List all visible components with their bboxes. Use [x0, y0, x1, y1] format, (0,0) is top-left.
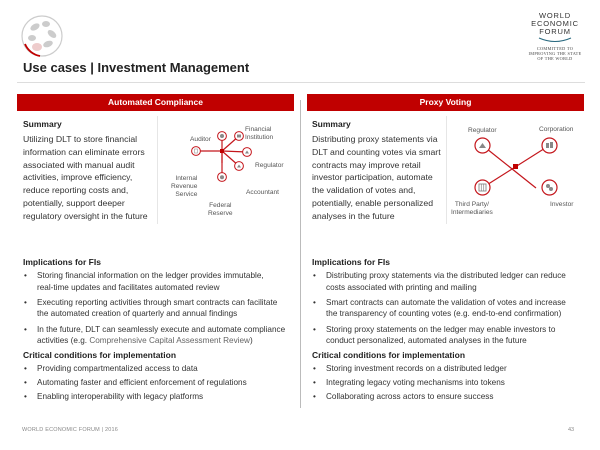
label-line: Financial: [245, 126, 272, 133]
right-summary: [312, 119, 447, 223]
summary-line: information can eliminate errors: [23, 146, 145, 157]
condition-item: • Integrating legacy voting mechanisms into tokens: [312, 377, 592, 389]
implication-item: [312, 297, 592, 320]
condition-item: • Providing compartmentalized access to data: [23, 363, 298, 375]
condition-item: • Enabling interoperability with legacy platforms: [23, 391, 298, 403]
node-label-regulator: Regulator: [255, 162, 284, 169]
left-implications: [23, 257, 298, 405]
world-economic-forum-logo: [515, 12, 595, 61]
condition-item: • Storing investment records on a distributed ledger: [312, 363, 592, 375]
summary-text: [23, 133, 158, 223]
item-text: ): [249, 336, 253, 346]
hub-node-icon: [513, 164, 518, 169]
label-line: Revenue: [171, 183, 198, 190]
institution-icon: [474, 179, 491, 196]
item-line: costs associated with printing and mailing: [326, 282, 477, 292]
implication-item: [23, 297, 298, 320]
summary-line: Utilizing DLT to store financial: [23, 134, 138, 144]
summary-heading: Summary: [312, 119, 351, 129]
brand-line: WORLD: [539, 11, 571, 20]
swoosh-icon: [535, 37, 575, 43]
section-header-proxy-voting: Proxy Voting: [307, 94, 584, 111]
summary-line: the validation of votes and,: [312, 185, 416, 196]
item-line: • In the future, DLT can seamlessly execute and automate compliance: [37, 324, 286, 334]
brand-tagline: COMMITTED TO: [536, 46, 574, 51]
label-line: Intermediaries: [451, 209, 493, 216]
page-title: Use cases | Investment Management: [23, 60, 250, 75]
footer-text: WORLD ECONOMIC FORUM | 2016: [22, 427, 119, 433]
right-implications: [312, 257, 592, 405]
item-line: real-time updates and facilitates automated review: [37, 282, 220, 292]
investor-icon: [541, 179, 558, 196]
node-label-federal-reserve: [208, 202, 233, 218]
federal-reserve-icon: [217, 172, 227, 182]
item-text: activities (e.g.: [37, 336, 90, 346]
compliance-network-diagram: [160, 115, 300, 225]
header-divider: [17, 82, 585, 83]
label-line: Institution: [245, 134, 274, 141]
item-line: • Executing reporting activities through smart contracts can facilitate: [37, 297, 278, 307]
accountant-icon: [234, 161, 244, 171]
summary-line: analyses in the future: [312, 210, 395, 221]
node-label-accountant: Accountant: [246, 189, 279, 196]
summary-line: investor participation, automate: [312, 172, 433, 183]
node-label-third-party-intermediaries: [451, 201, 493, 217]
section-header-automated-compliance: Automated Compliance: [17, 94, 294, 111]
summary-line: contracts may improve retail: [312, 159, 421, 170]
hub-node-icon: [220, 149, 224, 153]
implication-item: [312, 270, 592, 293]
implication-item: [23, 324, 298, 347]
brand-tagline: OF THE WORLD: [537, 56, 573, 61]
label-line: Internal: [175, 175, 198, 182]
item-line: [37, 335, 298, 347]
auditor-icon: [217, 131, 227, 141]
summary-text: [312, 133, 447, 223]
item-line: the transparency of counting votes (e.g. end-to-end confirmation): [326, 309, 562, 319]
regulator-icon: [242, 147, 252, 157]
label-line: Reserve: [208, 210, 233, 217]
implications-heading: Implications for FIs: [312, 257, 390, 267]
summary-line: potentially, enable personalized: [312, 197, 434, 208]
label-line: Federal: [209, 202, 232, 209]
item-line: conduct personalized, automated analyses in the future: [326, 336, 527, 346]
wef-emblem-logo: [20, 14, 64, 58]
summary-line: activities, improve efficiency,: [23, 172, 133, 183]
node-label-regulator: Regulator: [468, 127, 497, 134]
item-line: • Storing financial information on the ledger provides immutable,: [37, 271, 264, 280]
column-divider: [300, 100, 301, 408]
conditions-heading: Critical conditions for implementation: [312, 350, 466, 361]
summary-line: reduce reporting costs and,: [23, 185, 129, 196]
page-number: 43: [568, 427, 575, 433]
brand-tagline: IMPROVING THE STATE: [528, 51, 582, 56]
conditions-heading: Critical conditions for implementation: [23, 350, 177, 361]
node-label-auditor: Auditor: [190, 136, 211, 143]
label-line: Service: [175, 191, 198, 198]
item-line: • Storing proxy statements on the ledger may enable investors to: [326, 324, 556, 334]
brand-line: FORUM: [539, 27, 571, 36]
summary-line: regulatory oversight in the future: [23, 210, 148, 221]
item-line: • Distributing proxy statements via the distributed ledger can reduce: [326, 271, 566, 280]
summary-line: Distributing proxy statements via: [312, 134, 438, 144]
condition-item: • Automating faster and efficient enforcement of regulations: [23, 377, 298, 389]
brand-line: ECONOMIC: [531, 19, 579, 28]
label-line: Third Party/: [454, 201, 489, 208]
node-label-financial-institution: [245, 126, 273, 142]
implication-item: [312, 324, 592, 347]
implications-heading: Implications for FIs: [23, 257, 101, 267]
summary-line: potentially, support deeper: [23, 197, 125, 208]
regulator-icon: [474, 137, 491, 154]
node-label-internal-revenue-service: [171, 175, 197, 199]
summary-line: associated with manual audit: [23, 159, 135, 170]
item-text-example: Comprehensive Capital Assessment Review: [89, 336, 250, 346]
condition-item: • Collaborating across actors to ensure success: [312, 391, 592, 403]
proxy-voting-network-diagram: [448, 115, 598, 225]
implication-item: [23, 270, 298, 293]
node-label-investor: Investor: [550, 201, 574, 208]
item-line: • Smart contracts can automate the validation of votes and increase: [326, 297, 566, 307]
summary-heading: Summary: [23, 119, 62, 129]
bank-icon: [234, 131, 244, 141]
left-summary: [23, 119, 158, 223]
item-line: the automated creation of quarterly and annual findings: [37, 309, 238, 319]
irs-icon: [191, 146, 201, 156]
corporation-icon: [541, 137, 558, 154]
summary-line: DLT and counting votes via smart: [312, 146, 441, 157]
node-label-corporation: Corporation: [539, 126, 574, 133]
